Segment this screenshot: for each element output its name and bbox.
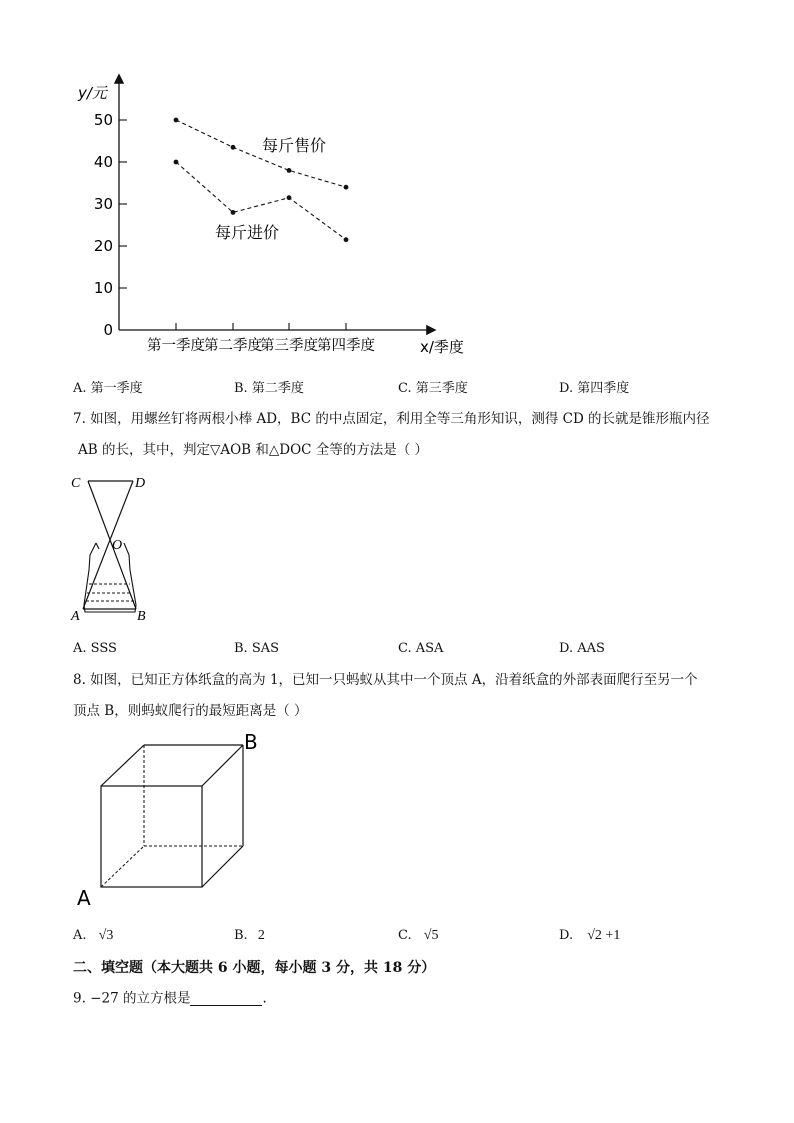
y-tick-label: 10: [93, 279, 113, 297]
q8-option-c: [398, 929, 438, 943]
y-tick-label: 40: [93, 153, 113, 171]
q6-option-c: C. 第三季度: [398, 381, 468, 396]
option-value: √5: [423, 928, 439, 943]
option-value: 2: [257, 928, 265, 943]
q8-option-b: [234, 929, 265, 943]
q8-stem-line2: 顶点 B，则蚂蚁爬行的最短距离是（ ）: [73, 703, 308, 719]
y-tick-label: 20: [93, 237, 113, 255]
q8-option-d: [559, 929, 620, 943]
vertex-label-b: B: [244, 730, 258, 754]
q7-option-a: A. SSS: [73, 641, 117, 656]
label-d: D: [135, 476, 146, 491]
x-tick-label: 第三季度: [260, 338, 318, 354]
series-label-sell: 每斤售价: [262, 136, 327, 155]
option-value: √3: [98, 928, 114, 943]
section-heading: 二、填空题（本大题共 6 小题，每小题 3 分，共 18 分）: [73, 960, 436, 976]
q6-option-a: A. 第一季度: [73, 381, 143, 396]
label-b: B: [137, 609, 146, 624]
vertex-label-a: A: [77, 886, 91, 910]
series-label-buy: 每斤进价: [215, 223, 280, 242]
q8-option-a: [73, 929, 113, 943]
q8-stem-line1: 8. 如图，已知正方体纸盒的高为 1，已知一只蚂蚁从其中一个顶点 A，沿着纸盒的外部表面爬行至另一个: [73, 672, 698, 688]
y-tick-label: 0: [103, 321, 113, 339]
q9-suffix: .: [262, 990, 267, 1007]
option-value: √2 +1: [587, 928, 621, 943]
y-tick-label: 30: [93, 195, 113, 213]
q7-option-d: D. AAS: [559, 641, 605, 656]
q7-option-b: B. SAS: [234, 641, 280, 656]
q7-stem-line1: 7. 如图，用螺丝钉将两根小棒 AD，BC 的中点固定，利用全等三角形知识，测得 CD 的长就是锥形瓶内径: [73, 411, 710, 427]
q6-option-d: D. 第四季度: [559, 381, 630, 396]
x-axis-label: x/季度: [420, 338, 464, 356]
q6-option-b: B. 第二季度: [234, 381, 304, 396]
option-letter: A.: [73, 928, 87, 943]
cube-front-face: [101, 786, 202, 887]
y-axis-label: y/元: [78, 84, 107, 102]
x-tick-label: 第四季度: [317, 338, 375, 354]
option-letter: D.: [559, 928, 574, 943]
q7-option-c: C. ASA: [398, 641, 444, 656]
x-tick-label: 第二季度: [204, 338, 262, 354]
option-letter: C.: [398, 928, 412, 943]
option-letter: B.: [234, 928, 248, 943]
label-c: C: [71, 476, 81, 491]
q7-stem-line2: AB 的长，其中，判定▽AOB 和△DOC 全等的方法是（ ）: [78, 442, 429, 458]
label-o: O: [112, 538, 123, 553]
label-a: A: [71, 609, 80, 624]
q9-stem: [73, 992, 267, 1006]
x-tick-label: 第一季度: [147, 338, 205, 354]
q9-prefix: 9. −27 的立方根是: [73, 990, 191, 1007]
y-tick-label: 50: [93, 111, 113, 129]
q9-answer-blank[interactable]: [190, 992, 262, 1006]
